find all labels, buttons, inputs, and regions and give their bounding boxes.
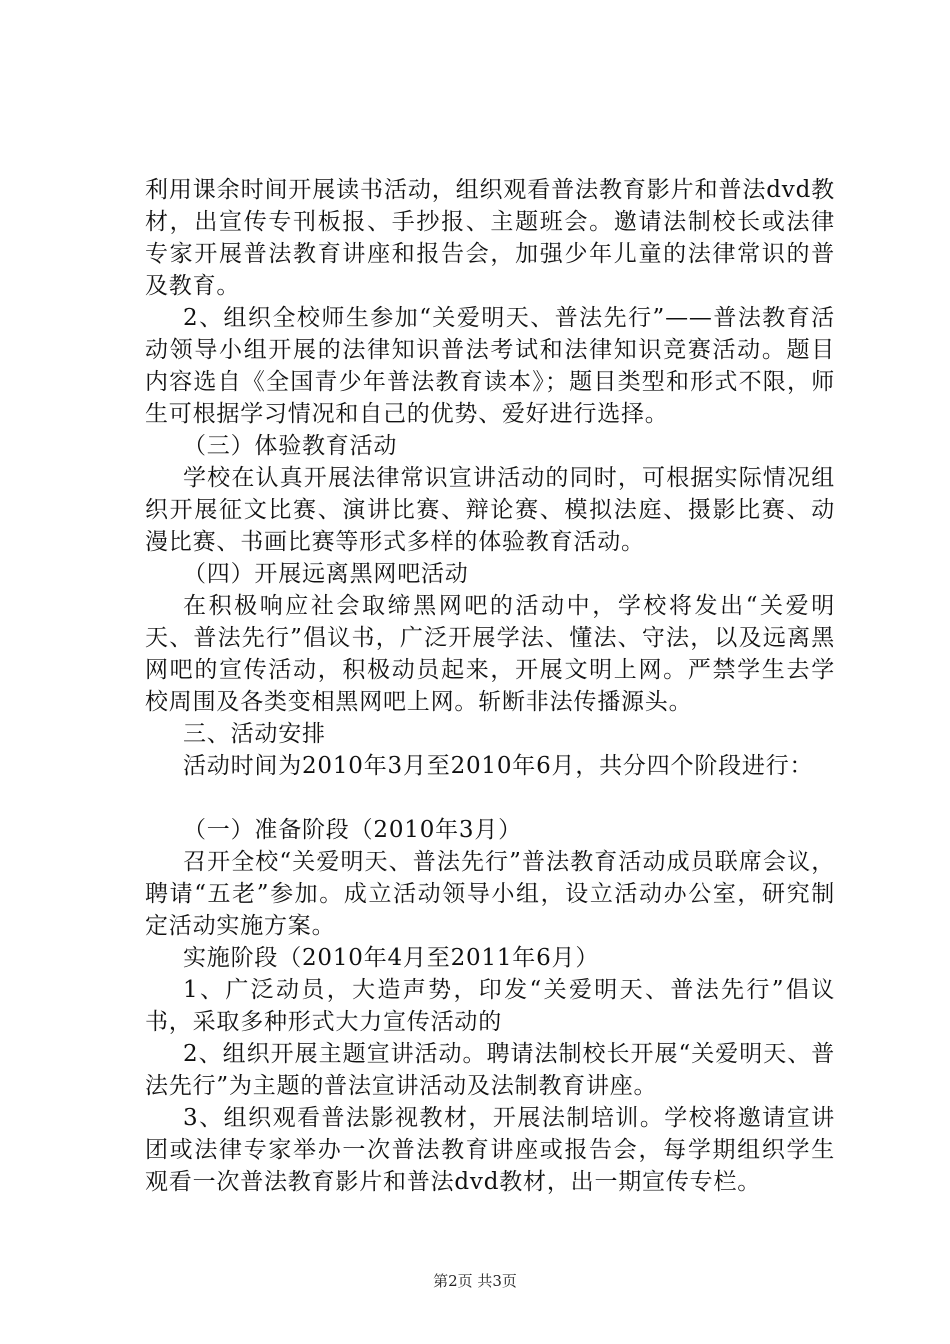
heading-internet-cafe-activity: （四）开展远离黑网吧活动 (183, 561, 469, 587)
blank-line (145, 782, 835, 814)
paragraph-preparation-stage: 召开全校“关爱明天、普法先行”普法教育活动成员联席会议，聘请“五老”参加。成立活动领导小组，设立活动办公室，研究制定活动实施方案。 (145, 849, 835, 939)
paragraph-item-2-competition: 2、组织全校师生参加“关爱明天、普法先行”——普法教育活动领导小组开展的法律知识普法考试和法律知识竞赛活动。题目内容选自《全国青少年普法教育读本》；题目类型和形式不限，师生可根据学习情况和自己的优势、爱好进行选择。 (145, 305, 835, 427)
heading-implementation-stage: 实施阶段（2010年4月至2011年6月） (183, 945, 600, 971)
paragraph-experience-education: 学校在认真开展法律常识宣讲活动的同时，可根据实际情况组织开展征文比赛、演讲比赛、辩论赛、模拟法庭、摄影比赛、动漫比赛、书画比赛等形式多样的体验教育活动。 (145, 465, 835, 555)
document-body (145, 174, 835, 1198)
paragraph-item-2-lectures: 2、组织开展主题宣讲活动。聘请法制校长开展“关爱明天、普法先行”为主题的普法宣讲活动及法制教育讲座。 (145, 1041, 835, 1099)
heading-preparation-stage: （一）准备阶段（2010年3月） (183, 817, 522, 843)
paragraph-item-1-mobilization: 1、广泛动员，大造声势，印发“关爱明天、普法先行”倡议书，采取多种形式大力宣传活动的 (145, 977, 835, 1035)
paragraph-item-3-training: 3、组织观看普法影视教材，开展法制培训。学校将邀请宣讲团或法律专家举办一次普法教育讲座或报告会，每学期组织学生观看一次普法教育影片和普法dvd教材，出一期宣传专栏。 (145, 1105, 835, 1195)
paragraph-internet-cafe-activity: 在积极响应社会取缔黑网吧的活动中，学校将发出“关爱明天、普法先行”倡议书，广泛开展学法、懂法、守法，以及远离黑网吧的宣传活动，积极动员起来，开展文明上网。严禁学生去学校周围及各类变相黑网吧上网。斩断非法传播源头。 (145, 593, 835, 715)
heading-activity-schedule: 三、活动安排 (183, 721, 326, 747)
paragraph-reading-activities: 利用课余时间开展读书活动，组织观看普法教育影片和普法dvd教材，出宣传专刊板报、手抄报、主题班会。邀请法制校长或法律专家开展普法教育讲座和报告会，加强少年儿童的法律常识的普及教育。 (145, 177, 835, 299)
paragraph-activity-time: 活动时间为2010年3月至2010年6月，共分四个阶段进行： (183, 753, 814, 779)
heading-experience-education: （三）体验教育活动 (183, 433, 398, 459)
page-number-footer: 第2页 共3页 (433, 1272, 517, 1290)
